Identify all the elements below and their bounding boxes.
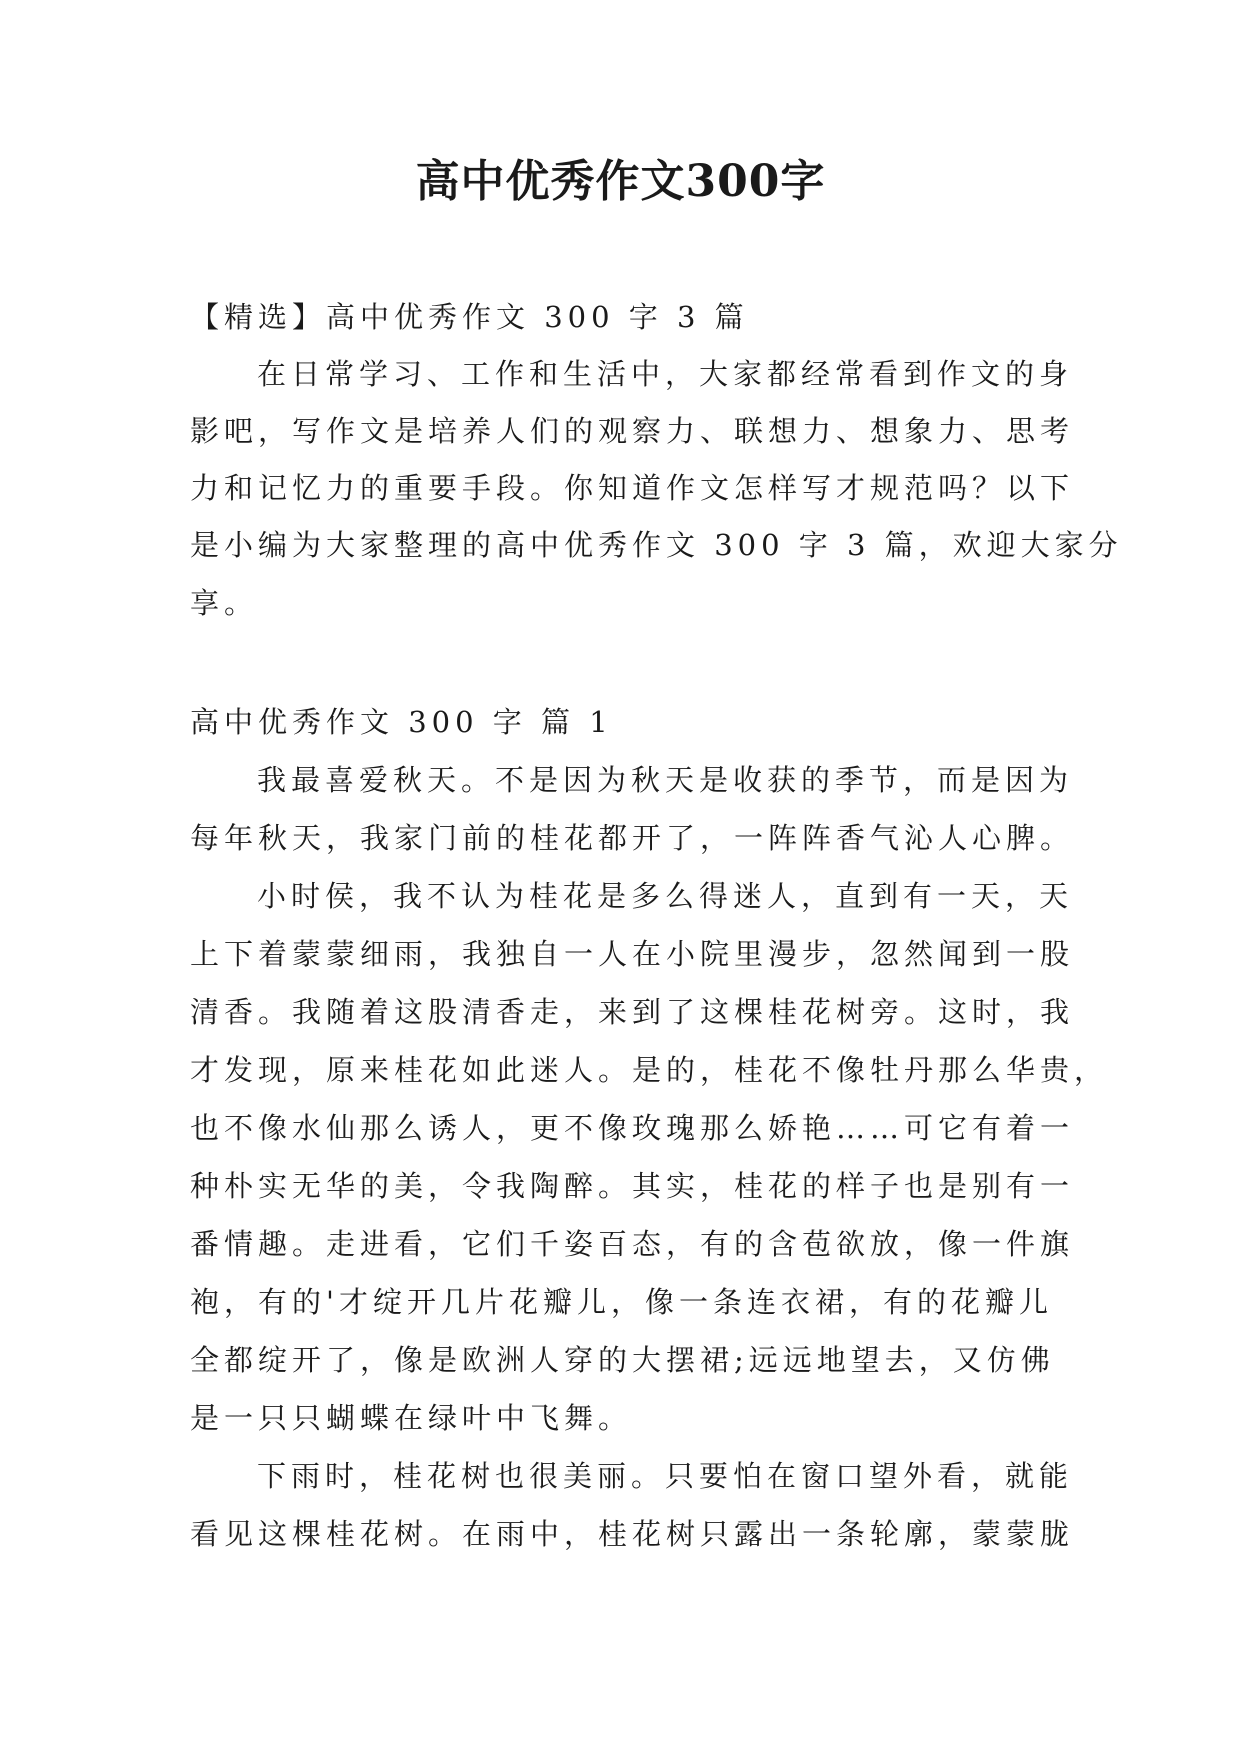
intro-line: 是小编为大家整理的高中优秀作文 300 字 3 篇，欢迎大家分 [190, 528, 1123, 562]
intro-line: 享。 [190, 586, 259, 620]
essay-line: 清香。我随着这股清香走，来到了这棵桂花树旁。这时，我 [190, 995, 1075, 1029]
essay-line: 是一只只蝴蝶在绿叶中飞舞。 [190, 1401, 633, 1435]
essay-line: 全都绽开了，像是欧洲人穿的大摆裙;远远地望去，又仿佛 [190, 1343, 1055, 1377]
intro-line: 力和记忆力的重要手段。你知道作文怎样写才规范吗？以下 [190, 471, 1075, 505]
essay-line: 下雨时，桂花树也很美丽。只要怕在窗口望外看，就能 [257, 1459, 1074, 1493]
essay-line: 每年秋天，我家门前的桂花都开了，一阵阵香气沁人心脾。 [190, 821, 1075, 855]
essay-line: 也不像水仙那么诱人，更不像玫瑰那么娇艳……可它有着一 [190, 1111, 1075, 1145]
essay-line: 我最喜爱秋天。不是因为秋天是收获的季节，而是因为 [257, 763, 1074, 797]
document-subtitle: 【精选】高中优秀作文 300 字 3 篇 [190, 300, 749, 334]
essay-line: 小时侯，我不认为桂花是多么得迷人，直到有一天，天 [257, 879, 1074, 913]
essay-line: 上下着蒙蒙细雨，我独自一人在小院里漫步，忽然闻到一股 [190, 937, 1075, 971]
intro-line: 影吧，写作文是培养人们的观察力、联想力、想象力、思考 [190, 414, 1075, 448]
section-heading: 高中优秀作文 300 字 篇 1 [190, 705, 613, 739]
essay-line: 看见这棵桂花树。在雨中，桂花树只露出一条轮廓，蒙蒙胧 [190, 1517, 1075, 1551]
essay-line: 种朴实无华的美，令我陶醉。其实，桂花的样子也是别有一 [190, 1169, 1075, 1203]
intro-line: 在日常学习、工作和生活中，大家都经常看到作文的身 [257, 357, 1074, 391]
essay-line: 袍，有的'才绽开几片花瓣儿，像一条连衣裙，有的花瓣儿 [190, 1285, 1053, 1319]
document-title: 高中优秀作文300字 [415, 156, 826, 207]
essay-line: 番情趣。走进看，它们千姿百态，有的含苞欲放，像一件旗 [190, 1227, 1075, 1261]
essay-line: 才发现，原来桂花如此迷人。是的，桂花不像牡丹那么华贵， [190, 1053, 1109, 1087]
